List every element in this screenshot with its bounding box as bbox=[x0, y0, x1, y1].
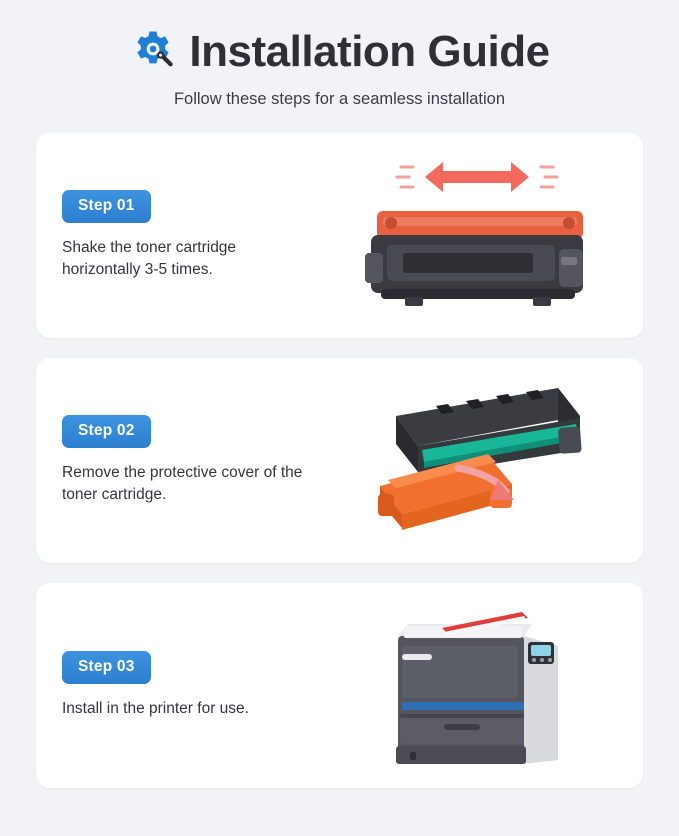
step-illustration bbox=[337, 151, 617, 320]
step-text bbox=[62, 651, 337, 720]
step-card bbox=[36, 358, 643, 563]
laser-printer-icon bbox=[382, 602, 572, 770]
page-subtitle: Follow these steps for a seamless installation bbox=[173, 90, 506, 108]
step-text bbox=[62, 415, 337, 506]
step-description: Install in the printer for use. bbox=[62, 700, 249, 717]
page-header bbox=[36, 28, 643, 109]
toner-cartridge-shake-arrows-icon bbox=[347, 153, 607, 318]
step-description: Remove the protective cover of the toner cartridge. bbox=[62, 464, 303, 503]
status-badge: Step 02 bbox=[62, 415, 151, 448]
status-badge: Step 01 bbox=[62, 190, 151, 223]
page-title: Installation Guide bbox=[189, 26, 550, 76]
step-illustration bbox=[337, 601, 617, 770]
step-illustration bbox=[337, 376, 617, 545]
step-card bbox=[36, 583, 643, 788]
status-badge: Step 03 bbox=[62, 651, 151, 684]
gear-wrench-icon bbox=[129, 28, 177, 76]
step-description: Shake the toner cartridge horizontally 3-5 times. bbox=[62, 239, 237, 278]
toner-cartridge-remove-cover-icon bbox=[362, 376, 592, 546]
step-card bbox=[36, 133, 643, 338]
step-text bbox=[62, 190, 337, 281]
title-row bbox=[129, 28, 549, 76]
steps-list bbox=[36, 133, 643, 788]
